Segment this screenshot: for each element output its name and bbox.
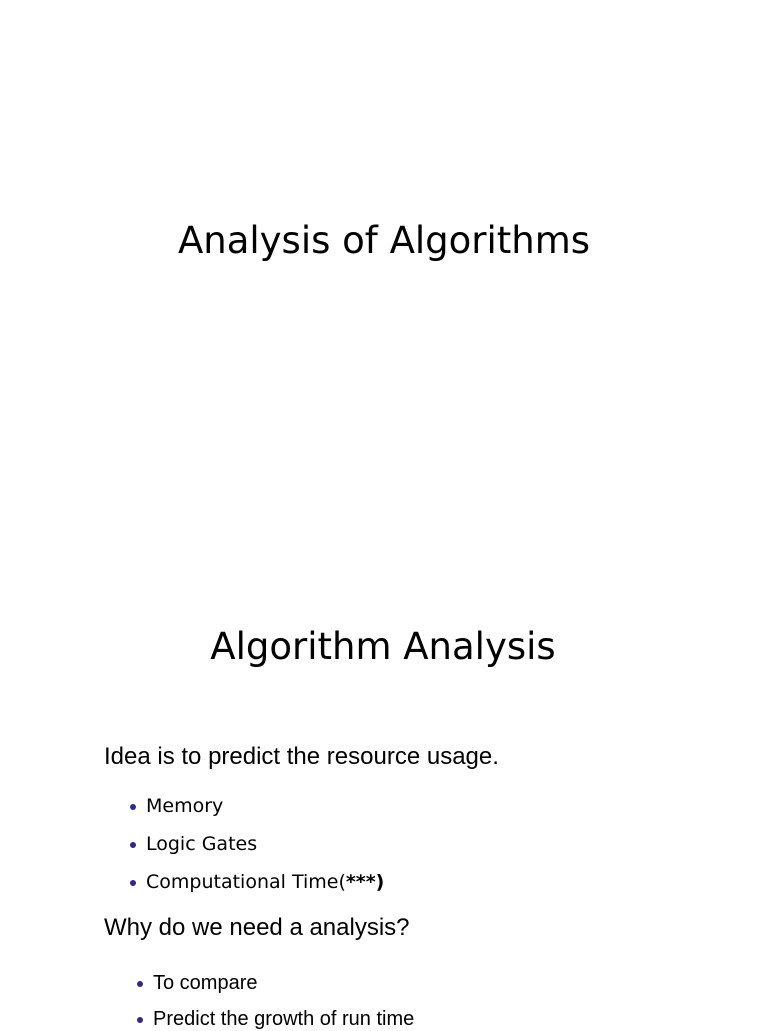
slide-title: Analysis of Algorithms [177,219,591,262]
list-item-label: Computational Time( [146,871,346,893]
intro-text: Idea is to predict the resource usage. [104,743,499,770]
list-item-label: To compare [153,972,258,994]
bullet-icon [130,880,136,886]
resource-list [130,794,384,894]
list-item-label: Logic Gates [146,833,258,855]
list-item-label: Memory [146,795,224,817]
bullet-icon [130,804,136,810]
bullet-icon [137,1017,143,1023]
list-item [130,870,384,894]
bullet-icon [137,981,143,987]
list-item [130,794,384,818]
list-item [137,971,414,995]
reason-list [137,971,414,1031]
list-item [130,832,384,856]
list-item [137,1007,414,1031]
question-text: Why do we need a analysis? [104,914,410,941]
emphasis-marker: ***) [345,871,385,893]
bullet-icon [130,842,136,848]
slide-title: Algorithm Analysis [210,625,556,668]
list-item-label: Predict the growth of run time [153,1008,415,1030]
